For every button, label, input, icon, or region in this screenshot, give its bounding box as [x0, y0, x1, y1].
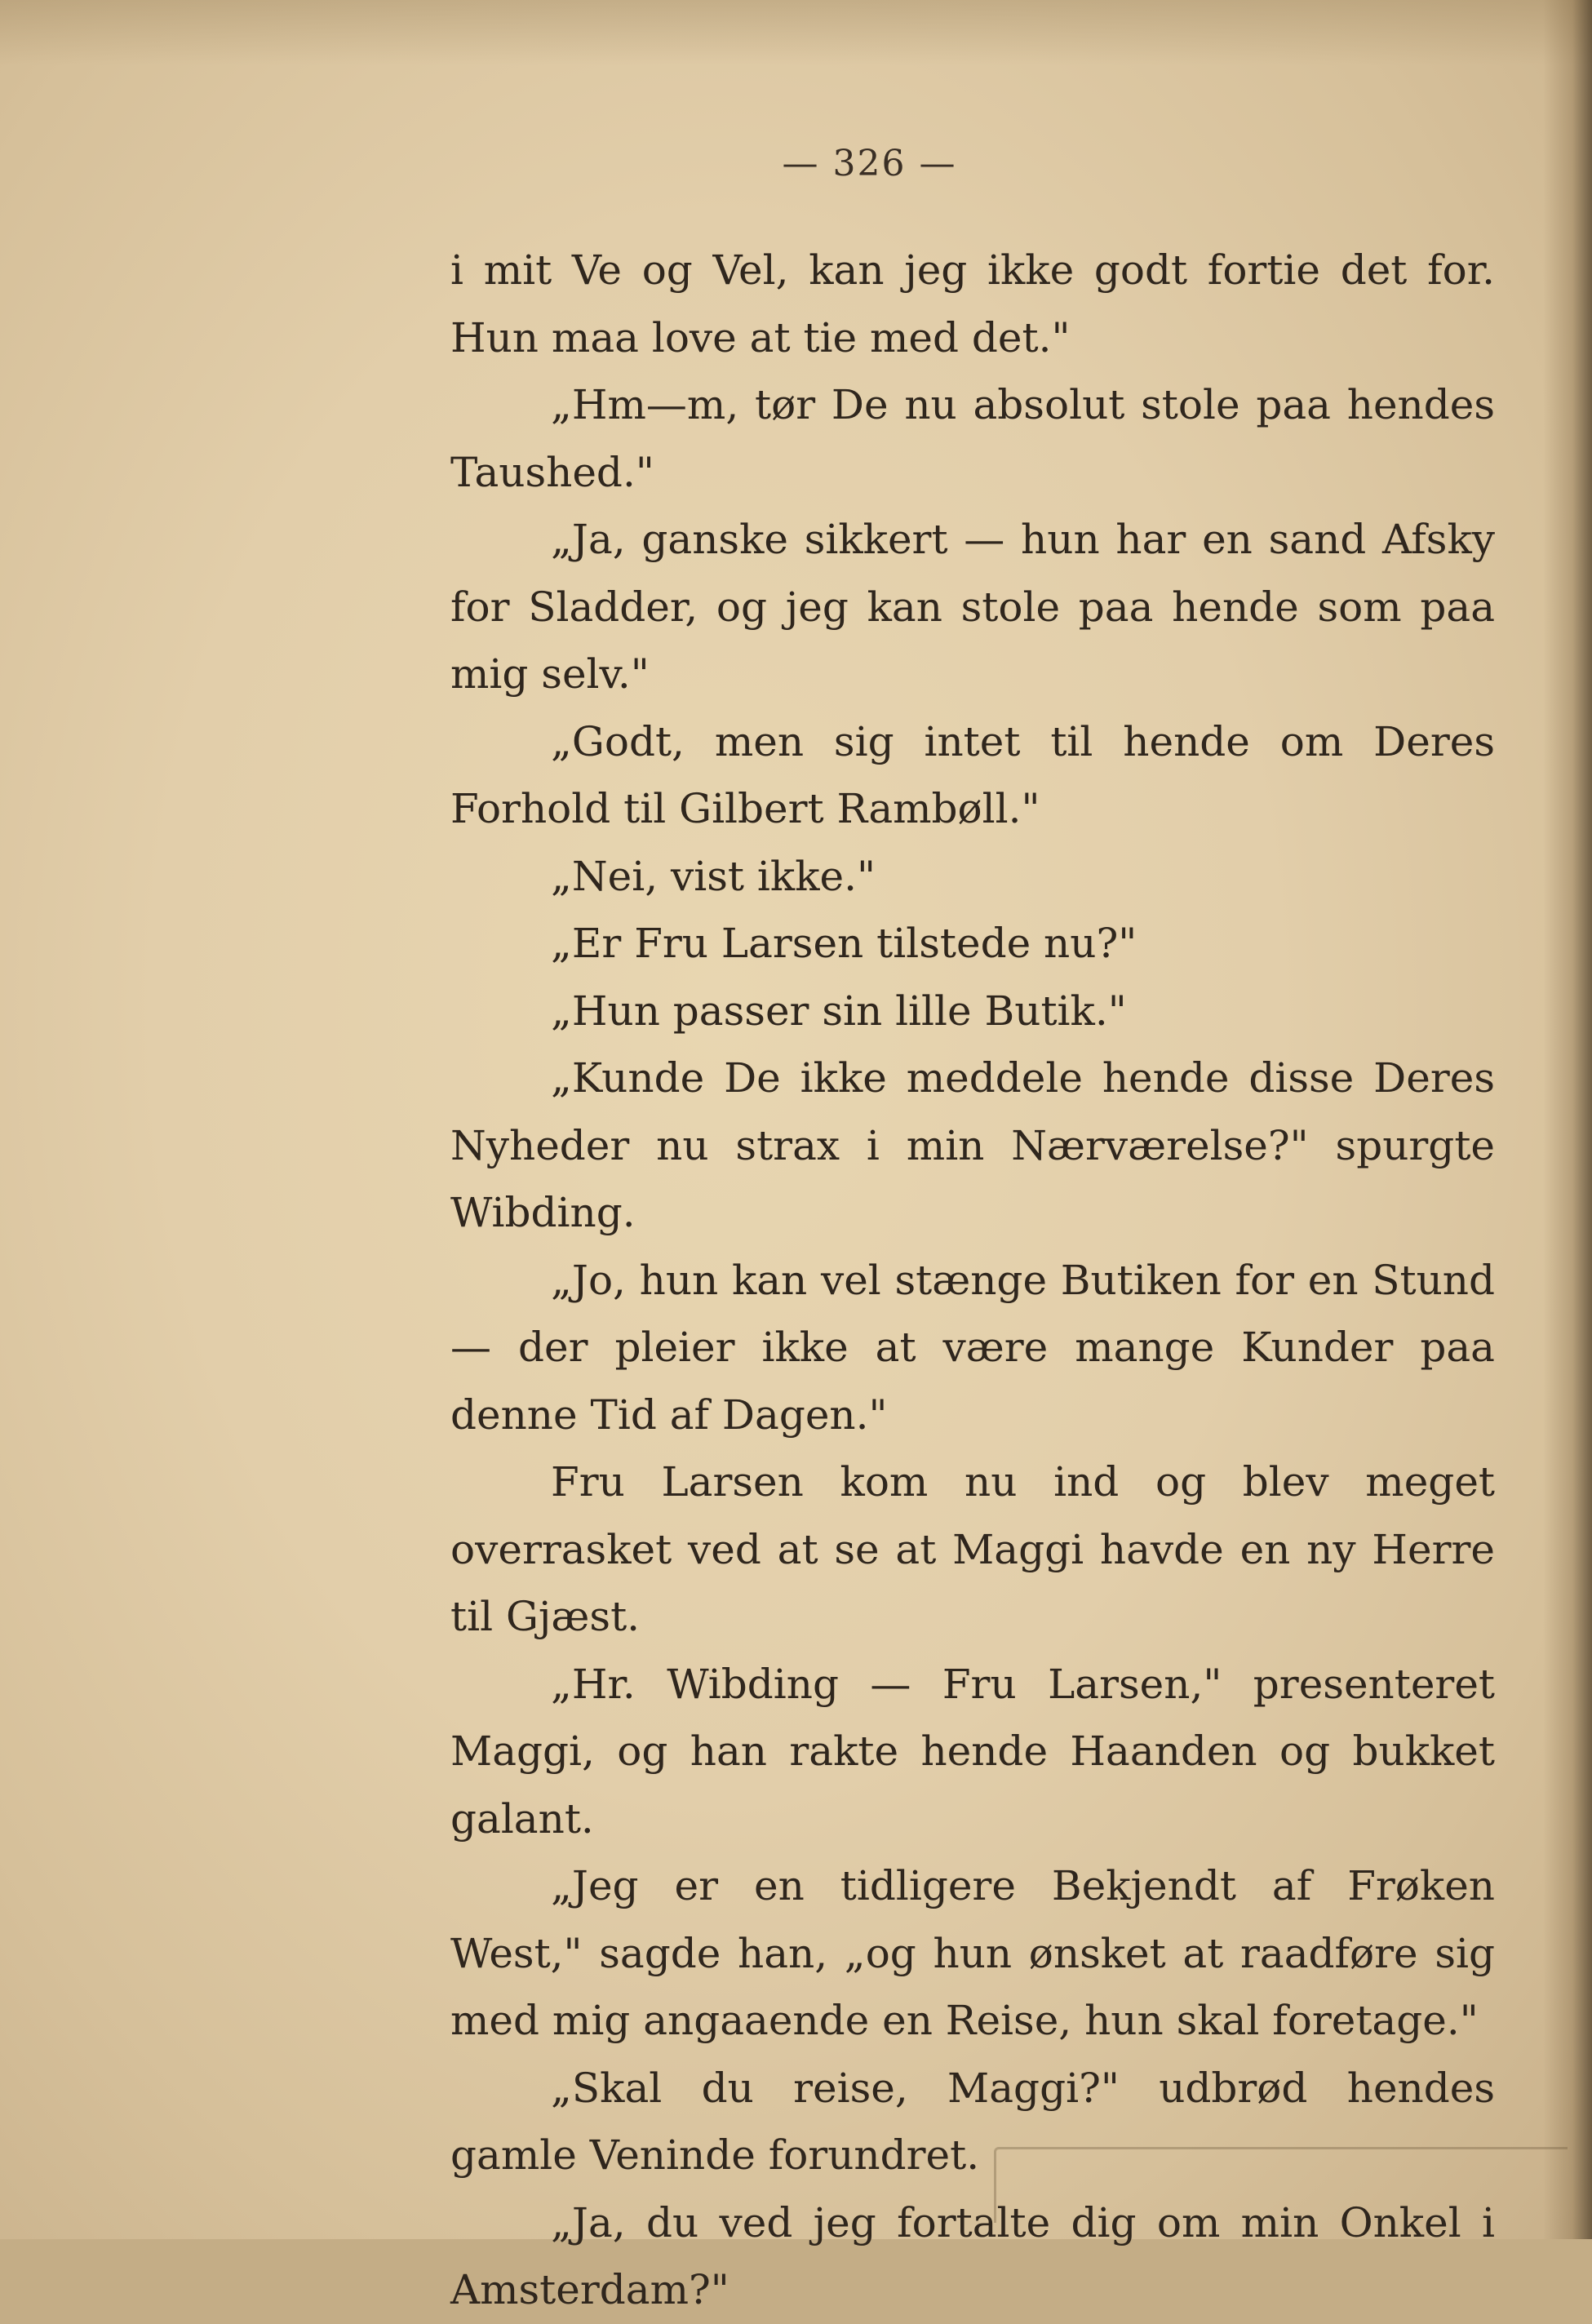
paragraph: Fru Larsen kom nu ind og blev meget overrasket ved at se at Maggi havde en ny Herre til Gjæst. — [450, 1458, 1495, 1640]
paragraph: „Nei, vist ikke." — [551, 852, 876, 900]
paragraph: „Ja, du ved jeg fortalte dig om min Onkel i Amsterdam?" — [450, 2198, 1495, 2313]
body-text — [450, 237, 1495, 2324]
page-edge-shadow — [1543, 0, 1592, 2239]
paragraph: „Godt, men sig intet til hende om Deres Forhold til Gilbert Rambøll." — [450, 717, 1495, 832]
paragraph: „Jo, hun kan vel stænge Butiken for en Stund — der pleier ikke at være mange Kunder paa denne Tid af Dagen." — [450, 1256, 1495, 1439]
paragraph: „Ja, ganske sikkert — hun har en sand Afsky for Sladder, og jeg kan stole paa hende som paa mig selv." — [450, 516, 1495, 698]
paragraph: „Kunde De ikke meddele hende disse Deres Nyheder nu strax i min Nærværelse?" spurgte Wibding. — [450, 1054, 1495, 1236]
page-number: — 326 — — [782, 143, 957, 184]
paragraph: „Jeg er en tidligere Bekjendt af Frøken West," sagde han, „og hun ønsket at raadføre sig med mig angaaende en Reise, hun skal foretage." — [450, 1862, 1495, 2044]
paragraph: „Hm—m, tør De nu absolut stole paa hendes Taushed." — [450, 381, 1495, 496]
paragraph: „Hun passer sin lille Butik." — [551, 987, 1127, 1035]
page-top-shade — [0, 0, 1592, 65]
paragraph: „Skal du reise, Maggi?" udbrød hendes gamle Veninde forundret. — [450, 2064, 1495, 2179]
paragraph: i mit Ve og Vel, kan jeg ikke godt fortie det for. Hun maa love at tie med det." — [450, 246, 1495, 361]
paragraph: „Hr. Wibding — Fru Larsen," presenteret Maggi, og han rakte hende Haanden og bukket galant. — [450, 1660, 1495, 1843]
paragraph: „Er Fru Larsen tilstede nu?" — [551, 920, 1137, 967]
